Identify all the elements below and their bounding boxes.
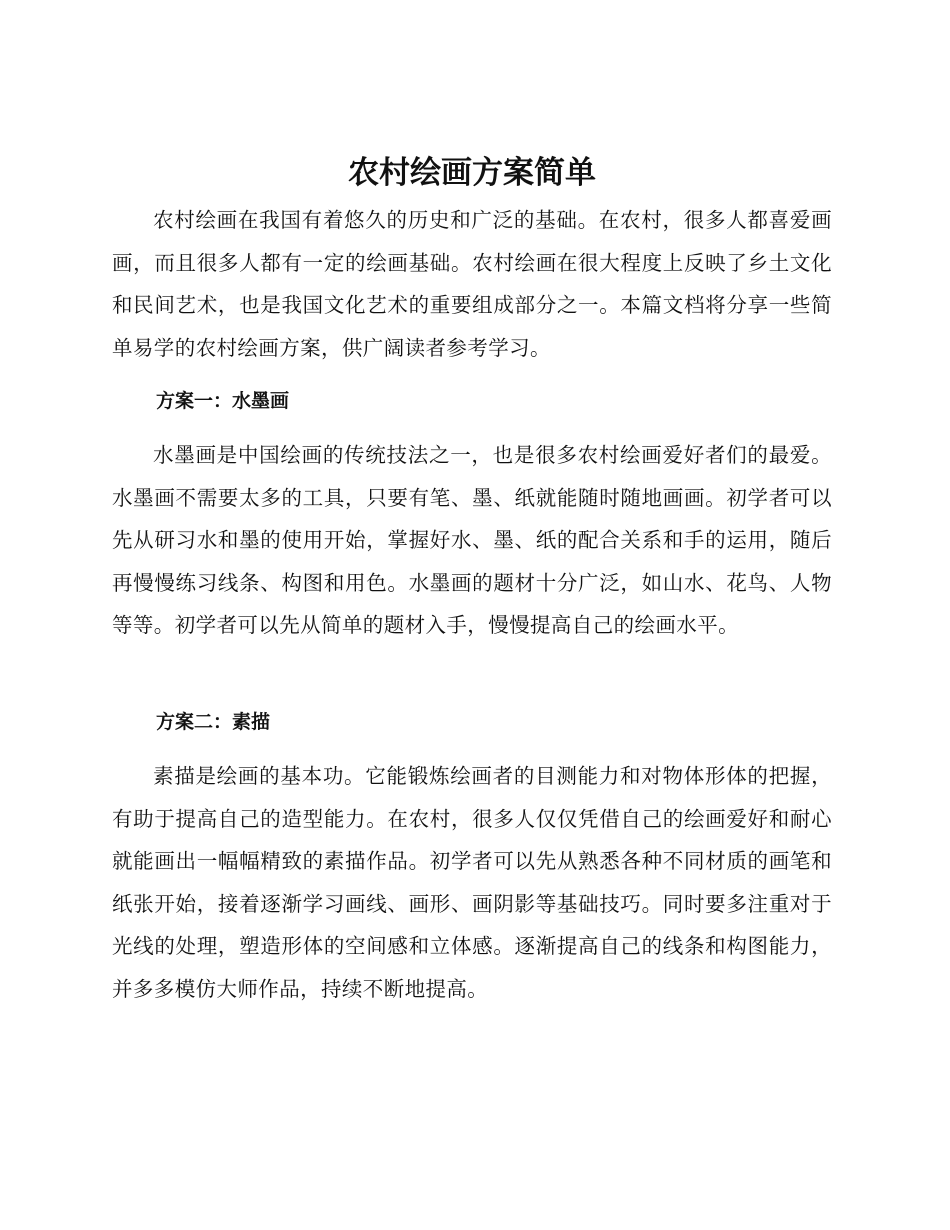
section-paragraph-sketch: 素描是绘画的基本功。它能锻炼绘画者的目测能力和对物体形体的把握，有助于提高自己的造型能力。在农村，很多人仅仅凭借自己的绘画爱好和耐心就能画出一幅幅精致的素描作品。初学者可以先从熟悉各种不同材质的画笔和纸张开始，接着逐渐学习画线、画形、画阴影等基础技巧。同时要多注重对于光线的处理，塑造形体的空间感和立体感。逐渐提高自己的线条和构图能力，并多多模仿大师作品，持续不断地提高。 <box>112 764 832 1001</box>
section-heading-ink-painting: 方案一：水墨画 <box>156 390 290 412</box>
document-title: 农村绘画方案简单 <box>348 155 596 191</box>
section-heading-sketch: 方案二：素描 <box>156 711 271 733</box>
intro-paragraph: 农村绘画在我国有着悠久的历史和广泛的基础。在农村，很多人都喜爱画画，而且很多人都有一定的绘画基础。农村绘画在很大程度上反映了乡土文化和民间艺术，也是我国文化艺术的重要组成部分之一。本篇文档将分享一些简单易学的农村绘画方案，供广阔读者参考学习。 <box>112 208 832 360</box>
section-paragraph-ink-painting: 水墨画是中国绘画的传统技法之一，也是很多农村绘画爱好者们的最爱。水墨画不需要太多的工具，只要有笔、墨、纸就能随时随地画画。初学者可以先从研习水和墨的使用开始，掌握好水、墨、纸的配合关系和手的运用，随后再慢慢练习线条、构图和用色。水墨画的题材十分广泛，如山水、花鸟、人物等等。初学者可以先从简单的题材入手，慢慢提高自己的绘画水平。 <box>112 443 832 637</box>
